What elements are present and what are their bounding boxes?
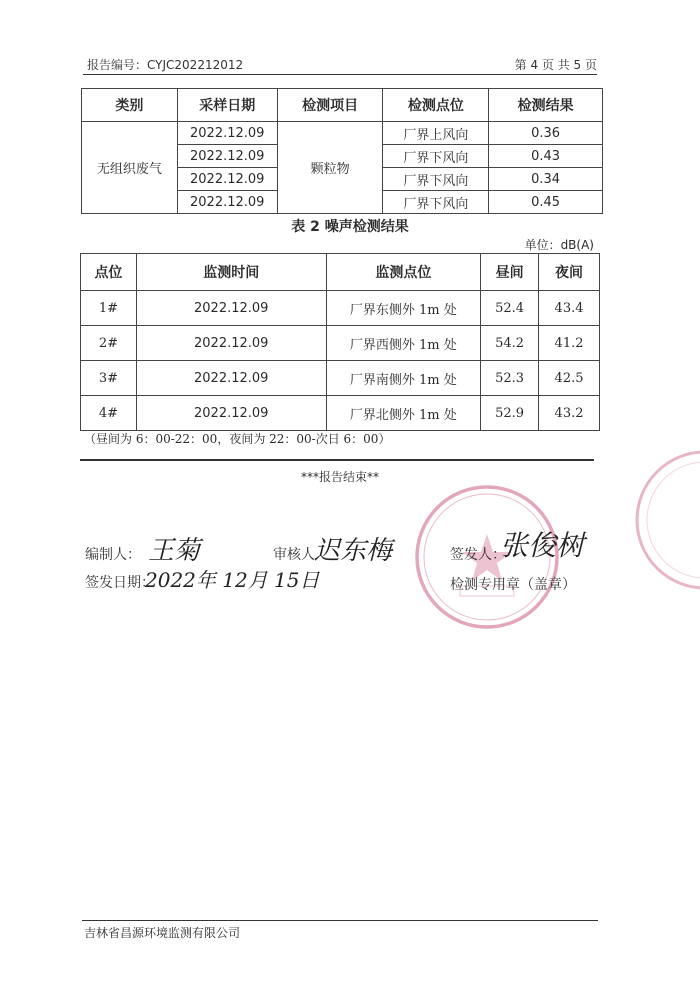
category-cell: 无组织废气 xyxy=(82,122,178,214)
no-cell: 1# xyxy=(81,291,137,326)
issuer-signature: 张俊树 xyxy=(500,529,585,562)
point-cell: 厂界北侧外 1m 处 xyxy=(326,396,481,431)
reviewer-label: 审核人 xyxy=(273,547,315,563)
noise-note: （昼间为 6：00-22：00，夜间为 22：00-次日 6：00） xyxy=(84,432,391,446)
item-cell: 颗粒物 xyxy=(277,122,383,214)
col-monitor-time: 监测时间 xyxy=(136,254,326,291)
issue-date-signature: 2022年 12月 15日 xyxy=(145,568,320,592)
issue-date-label: 签发日期： xyxy=(85,575,155,591)
noise-unit: 单位：dB(A) xyxy=(524,238,594,252)
table-row xyxy=(81,326,600,361)
noise-table-header xyxy=(81,254,600,291)
night-cell: 43.4 xyxy=(539,291,600,326)
seal-label: 检测专用章（盖章） xyxy=(450,577,576,593)
col-test-point: 检测点位 xyxy=(383,89,489,122)
col-monitor-point: 监测点位 xyxy=(326,254,481,291)
report-number: 报告编号：CYJC202212012 xyxy=(87,58,244,72)
night-cell: 41.2 xyxy=(539,326,600,361)
date-cell: 2022.12.09 xyxy=(177,191,277,214)
header-rule xyxy=(83,74,597,75)
exhaust-table-header xyxy=(82,89,603,122)
table-row xyxy=(81,361,600,396)
date-cell: 2022.12.09 xyxy=(177,145,277,168)
point-cell: 厂界西侧外 1m 处 xyxy=(326,326,481,361)
date-cell: 2022.12.09 xyxy=(136,361,326,396)
no-cell: 3# xyxy=(81,361,137,396)
point-cell: 厂界上风向 xyxy=(383,122,489,145)
point-cell: 厂界下风向 xyxy=(383,191,489,214)
col-night: 夜间 xyxy=(539,254,600,291)
date-cell: 2022.12.09 xyxy=(136,326,326,361)
report-end: ***报告结束** xyxy=(300,470,379,484)
no-cell: 2# xyxy=(81,326,137,361)
col-test-result: 检测结果 xyxy=(489,89,603,122)
result-cell: 0.34 xyxy=(489,168,603,191)
result-cell: 0.43 xyxy=(489,145,603,168)
point-cell: 厂界下风向 xyxy=(383,168,489,191)
point-cell: 厂界东侧外 1m 处 xyxy=(326,291,481,326)
footer-rule xyxy=(82,920,598,921)
night-cell: 43.2 xyxy=(539,396,600,431)
compiler-label: 编制人： xyxy=(85,547,141,563)
compiler-signature: 王菊 xyxy=(148,536,201,566)
partial-seal-graphic xyxy=(620,445,700,595)
issuer-label: 签发人： xyxy=(450,547,506,563)
date-cell: 2022.12.09 xyxy=(177,168,277,191)
day-cell: 52.3 xyxy=(481,361,539,396)
point-cell: 厂界下风向 xyxy=(383,145,489,168)
day-cell: 52.9 xyxy=(481,396,539,431)
table-row xyxy=(82,122,603,145)
col-category: 类别 xyxy=(82,89,178,122)
noise-table xyxy=(80,253,600,431)
point-cell: 厂界南侧外 1m 处 xyxy=(326,361,481,396)
footer-company: 吉林省昌源环境监测有限公司 xyxy=(84,926,241,940)
col-day: 昼间 xyxy=(481,254,539,291)
col-test-item: 检测项目 xyxy=(277,89,383,122)
no-cell: 4# xyxy=(81,396,137,431)
date-cell: 2022.12.09 xyxy=(177,122,277,145)
night-cell: 42.5 xyxy=(539,361,600,396)
table-row xyxy=(81,396,600,431)
page-indicator: 第 4 页 共 5 页 xyxy=(514,58,597,72)
col-point-no: 点位 xyxy=(81,254,137,291)
col-sample-date: 采样日期 xyxy=(177,89,277,122)
exhaust-table xyxy=(81,88,603,214)
noise-table-title: 表 2 噪声检测结果 xyxy=(291,219,409,235)
end-rule xyxy=(80,459,594,461)
day-cell: 52.4 xyxy=(481,291,539,326)
result-cell: 0.45 xyxy=(489,191,603,214)
table-row xyxy=(81,291,600,326)
date-cell: 2022.12.09 xyxy=(136,291,326,326)
result-cell: 0.36 xyxy=(489,122,603,145)
reviewer-signature: 迟东梅 xyxy=(314,536,393,566)
day-cell: 54.2 xyxy=(481,326,539,361)
date-cell: 2022.12.09 xyxy=(136,396,326,431)
